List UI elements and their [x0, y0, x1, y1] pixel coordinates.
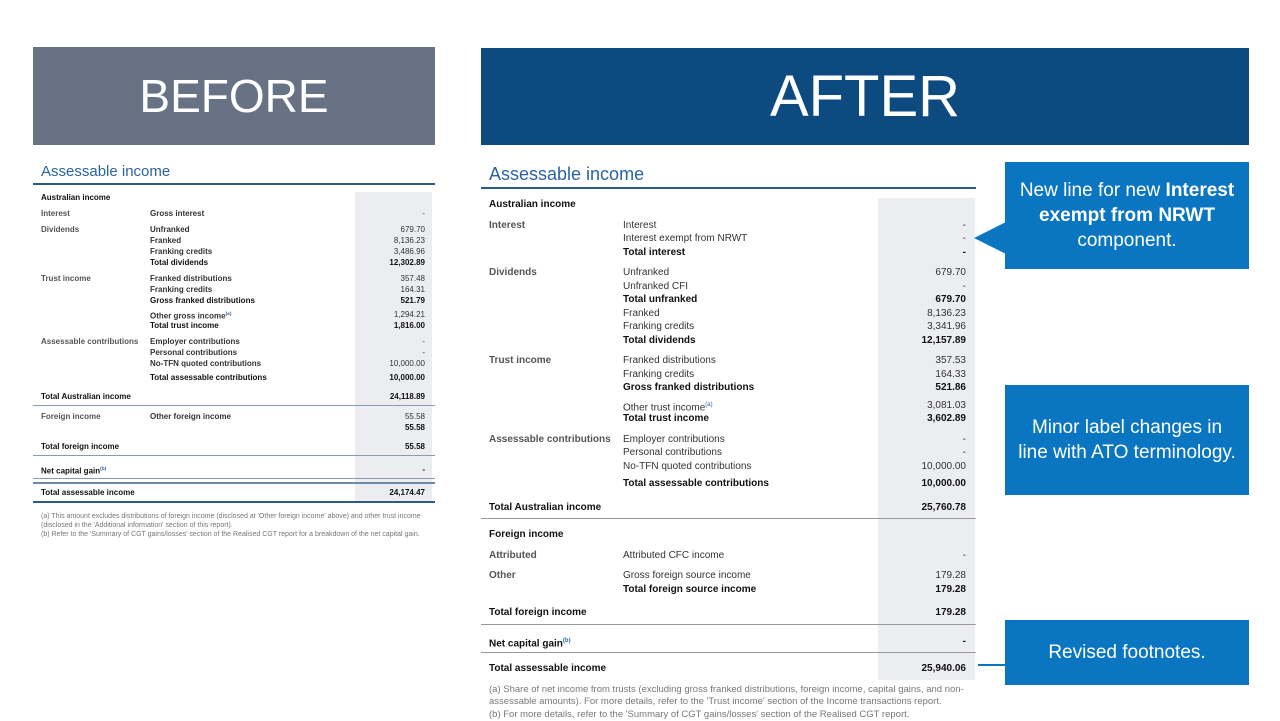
table-row — [481, 354, 976, 368]
callout-label-changes — [1005, 385, 1249, 495]
item-label-text: Other trust income — [623, 402, 705, 413]
footnote-ref: (b) — [100, 467, 106, 472]
row-value: 55.58 — [405, 441, 425, 452]
income-group — [481, 219, 976, 260]
table-row — [33, 347, 435, 358]
item-label-text: No-TFN quoted contributions — [623, 461, 751, 472]
item-label-text: Employer contributions — [623, 434, 725, 445]
row-label-text: Total foreign income — [489, 607, 587, 618]
row-block — [481, 433, 976, 474]
row-label-text: Total foreign income — [41, 442, 119, 451]
row-block — [33, 411, 435, 433]
item-value: 8,136.23 — [927, 307, 966, 321]
group-label: Interest — [489, 219, 525, 233]
callout-pointer-line — [978, 664, 1005, 666]
row-block — [481, 219, 976, 260]
item-label — [623, 583, 756, 597]
row-label — [489, 606, 587, 620]
item-label — [623, 549, 724, 563]
item-value: 12,157.89 — [922, 334, 967, 348]
item-label — [150, 208, 204, 219]
item-value: 3,341.96 — [927, 320, 966, 334]
table-row — [481, 266, 976, 280]
row-block — [33, 336, 435, 369]
group-label: Interest — [41, 208, 70, 219]
item-value: 164.31 — [401, 284, 425, 295]
row-block — [481, 354, 976, 395]
item-label-text: Franked distributions — [150, 274, 232, 283]
footnote: (a) This amount excludes distributions of foreign income (disclosed at 'Other foreign income' above) and other trust income (disclosed in the 'Additional information' section of this report). — [41, 512, 435, 530]
table-row — [481, 320, 976, 334]
row-value: - — [422, 464, 425, 475]
income-group — [481, 528, 976, 542]
item-value: 521.79 — [401, 295, 425, 306]
row-label-text: Total Australian income — [41, 392, 131, 401]
table-row — [481, 381, 976, 395]
item-label — [623, 477, 769, 491]
after-footnotes — [481, 684, 976, 721]
item-label — [150, 336, 240, 347]
table-row — [481, 606, 976, 620]
table-row — [481, 412, 976, 426]
item-label — [150, 411, 231, 422]
item-value: 679.70 — [401, 224, 425, 235]
table-row — [33, 487, 435, 498]
item-value: 8,136.23 — [394, 235, 425, 246]
table-row — [481, 583, 976, 597]
income-group — [33, 336, 435, 383]
group-label: Assessable contributions — [41, 336, 138, 347]
row-block — [481, 399, 976, 426]
group-label: Attributed — [489, 549, 537, 563]
total-row — [481, 498, 976, 520]
item-label-text: Franked — [623, 308, 660, 319]
footnote-ref: (a) — [226, 312, 232, 317]
footnote: (b) Refer to the 'Summary of CGT gains/losses' section of the Realised CGT report for a breakdown of the net capital gain. — [41, 530, 435, 539]
total-row — [33, 482, 435, 503]
row-block — [481, 477, 976, 491]
item-label — [623, 266, 669, 280]
after-section-title: Assessable income — [481, 160, 976, 189]
item-label-text: Total foreign source income — [623, 584, 756, 595]
row-label-text: Foreign income — [489, 529, 563, 540]
item-label-text: Total dividends — [623, 335, 696, 346]
group-label: Foreign income — [41, 411, 101, 422]
item-value: 3,602.89 — [927, 412, 966, 426]
table-row — [481, 477, 976, 491]
callout-text: component. — [1077, 230, 1176, 251]
item-label — [623, 446, 722, 460]
item-label-text: Franking credits — [623, 321, 694, 332]
callout-text: Revised footnotes. — [1048, 640, 1205, 665]
income-group — [481, 266, 976, 347]
income-group — [33, 224, 435, 268]
item-value: 1,816.00 — [394, 320, 425, 331]
table-row — [481, 368, 976, 382]
item-label-text: Gross franked distributions — [150, 296, 255, 305]
row-value: 24,174.47 — [389, 487, 425, 498]
item-label-text: Personal contributions — [623, 447, 722, 458]
table-row — [33, 320, 435, 331]
callout-arrow-icon — [974, 222, 1006, 254]
row-block — [33, 372, 435, 383]
income-group — [481, 354, 976, 426]
item-label — [623, 246, 685, 260]
table-row — [481, 232, 976, 246]
row-label — [41, 441, 119, 452]
row-label-text: Australian income — [489, 199, 576, 210]
row-label-text: Total Australian income — [489, 502, 601, 513]
item-label-text: Franked distributions — [623, 355, 716, 366]
income-group — [33, 192, 435, 203]
item-label — [623, 460, 751, 474]
item-label-text: Unfranked — [623, 267, 669, 278]
table-row — [33, 391, 435, 402]
table-row — [33, 422, 435, 433]
item-value: 179.28 — [935, 569, 966, 583]
group-label: Trust income — [489, 354, 551, 368]
item-label-text: Total trust income — [623, 413, 709, 424]
item-value: - — [963, 549, 966, 563]
before-income-table — [33, 192, 435, 503]
income-group — [481, 549, 976, 563]
item-label-text: Total interest — [623, 247, 685, 258]
after-banner: AFTER — [481, 48, 1249, 145]
table-row — [33, 246, 435, 257]
item-label — [150, 273, 232, 284]
table-row — [33, 284, 435, 295]
row-label — [41, 391, 131, 402]
row-value: 25,940.06 — [922, 662, 967, 676]
row-block — [481, 569, 976, 596]
item-label-text: Total assessable contributions — [623, 478, 769, 489]
table-row — [33, 295, 435, 306]
table-row — [33, 273, 435, 284]
item-label — [150, 224, 190, 235]
item-label-text: Gross interest — [150, 209, 204, 218]
row-block — [481, 266, 976, 347]
item-label-text: Employer contributions — [150, 337, 240, 346]
group-label: Other — [489, 569, 516, 583]
item-label-text: Unfranked CFI — [623, 281, 688, 292]
item-label — [150, 320, 219, 331]
item-value: 179.28 — [935, 583, 966, 597]
item-value: 357.53 — [935, 354, 966, 368]
income-group — [33, 273, 435, 331]
item-label-text: Gross foreign source income — [623, 570, 751, 581]
row-label-text: Net capital gain — [41, 467, 100, 476]
row-label — [489, 662, 606, 676]
item-value: 10,000.00 — [922, 460, 967, 474]
table-row — [481, 569, 976, 583]
row-value: - — [963, 635, 966, 649]
footnote: (b) For more details, refer to the 'Summary of CGT gains/losses' section of the Realised CGT report. — [489, 709, 976, 721]
item-value: 10,000.00 — [922, 477, 967, 491]
row-block — [33, 208, 435, 219]
income-group — [481, 433, 976, 491]
item-label — [623, 307, 660, 321]
item-label — [623, 280, 688, 294]
item-label — [150, 358, 261, 369]
item-value: 357.48 — [401, 273, 425, 284]
item-value: - — [422, 347, 425, 358]
item-label — [623, 232, 747, 246]
item-value: - — [963, 219, 966, 233]
item-label — [623, 381, 754, 395]
group-label: Dividends — [489, 266, 537, 280]
item-label-text: Franked — [150, 236, 181, 245]
table-row — [481, 460, 976, 474]
row-block — [33, 224, 435, 268]
before-section-title: Assessable income — [33, 160, 435, 185]
item-label — [150, 246, 212, 257]
item-label-text: Franking credits — [150, 247, 212, 256]
table-row — [481, 501, 976, 515]
item-label — [150, 257, 208, 268]
table-row — [33, 358, 435, 369]
footnote-ref: (b) — [563, 638, 571, 644]
item-value: 10,000.00 — [389, 358, 425, 369]
total-row — [33, 461, 435, 479]
item-value: 164.33 — [935, 368, 966, 382]
row-label — [489, 528, 563, 542]
item-label — [623, 334, 696, 348]
item-value: 3,081.03 — [927, 399, 966, 413]
table-row — [33, 336, 435, 347]
before-report-panel — [33, 160, 435, 539]
after-report-panel — [481, 160, 976, 721]
item-label-text: Attributed CFC income — [623, 550, 724, 561]
callout-footnotes — [1005, 620, 1249, 685]
item-value: - — [422, 336, 425, 347]
item-value: - — [963, 246, 966, 260]
table-row — [33, 235, 435, 246]
item-label — [150, 372, 267, 383]
before-footnotes — [33, 512, 435, 539]
table-row — [481, 198, 976, 212]
group-label: Dividends — [41, 224, 79, 235]
item-value: - — [963, 280, 966, 294]
table-row — [33, 224, 435, 235]
row-value: 25,760.78 — [922, 501, 967, 515]
item-value: - — [963, 433, 966, 447]
callout-text: Minor label changes in line with ATO terminology. — [1017, 415, 1237, 465]
item-label — [623, 219, 656, 233]
item-label-text: Franking credits — [623, 369, 694, 380]
row-value: 24,118.89 — [390, 391, 425, 402]
callout-new-line — [1005, 162, 1249, 269]
table-row — [481, 433, 976, 447]
table-row — [481, 219, 976, 233]
row-value: 179.28 — [935, 606, 966, 620]
group-label: Assessable contributions — [489, 433, 611, 447]
income-group — [33, 208, 435, 219]
row-label-text: Total assessable income — [41, 488, 135, 497]
footnote-ref: (a) — [705, 402, 712, 408]
item-label — [150, 235, 181, 246]
table-row — [481, 246, 976, 260]
item-value: 3,486.96 — [394, 246, 425, 257]
item-label — [150, 295, 255, 306]
table-row — [481, 334, 976, 348]
item-label-text: Unfranked — [150, 225, 190, 234]
item-label-text: No-TFN quoted contributions — [150, 359, 261, 368]
item-label — [623, 320, 694, 334]
item-label-text: Total dividends — [150, 258, 208, 267]
row-label-text: Australian income — [41, 193, 110, 202]
table-row — [33, 441, 435, 452]
item-label-text: Total unfranked — [623, 294, 697, 305]
table-row — [481, 307, 976, 321]
total-row — [481, 659, 976, 680]
row-label — [489, 635, 571, 651]
item-label-text: Other gross income — [150, 312, 226, 321]
row-block — [33, 273, 435, 306]
table-row — [481, 549, 976, 563]
table-row — [33, 309, 435, 320]
item-value: 521.86 — [935, 381, 966, 395]
total-row — [33, 388, 435, 406]
income-group — [481, 569, 976, 596]
item-value: 55.58 — [405, 411, 425, 422]
row-label — [41, 192, 110, 203]
income-group — [33, 411, 435, 433]
item-value: 10,000.00 — [389, 372, 425, 383]
item-label-text: Franking credits — [150, 285, 212, 294]
item-label-text: Interest exempt from NRWT — [623, 233, 747, 244]
row-label — [41, 464, 106, 477]
group-label: Trust income — [41, 273, 91, 284]
table-row — [33, 411, 435, 422]
table-row — [481, 399, 976, 413]
item-value: 679.70 — [935, 266, 966, 280]
table-row — [481, 528, 976, 542]
after-income-table — [481, 198, 976, 680]
item-label-text: Total assessable contributions — [150, 373, 267, 382]
row-block — [33, 309, 435, 331]
item-label — [623, 433, 725, 447]
item-label — [150, 284, 212, 295]
callout-text: New line for new — [1020, 180, 1166, 201]
total-row — [33, 438, 435, 456]
before-banner: BEFORE — [33, 47, 435, 145]
item-value: 1,294.21 — [394, 309, 425, 320]
total-row — [481, 603, 976, 625]
total-row — [481, 632, 976, 654]
item-label — [623, 569, 751, 583]
item-value: - — [963, 446, 966, 460]
item-value: - — [422, 208, 425, 219]
item-label-text: Gross franked distributions — [623, 382, 754, 393]
row-label-text: Total assessable income — [489, 663, 606, 674]
item-label-text: Total trust income — [150, 321, 219, 330]
table-row — [481, 446, 976, 460]
row-label — [489, 501, 601, 515]
table-row — [33, 257, 435, 268]
table-row — [33, 464, 435, 475]
item-label — [623, 293, 697, 307]
item-label — [623, 368, 694, 382]
table-row — [33, 208, 435, 219]
item-label-text: Interest — [623, 220, 656, 231]
item-value: 55.58 — [405, 422, 425, 433]
table-row — [481, 635, 976, 649]
callout-bold-text: Interest exempt from NRWT — [1039, 180, 1234, 226]
row-label-text: Net capital gain — [489, 638, 563, 649]
table-row — [33, 372, 435, 383]
footnote: (a) Share of net income from trusts (excluding gross franked distributions, foreign income, capital gains, and non-assessable amounts). For more details, refer to the 'Trust income' section of the Income transactions report. — [489, 684, 976, 709]
table-row — [481, 280, 976, 294]
item-label — [623, 412, 709, 426]
income-group — [481, 198, 976, 212]
item-value: 679.70 — [935, 293, 966, 307]
table-row — [33, 192, 435, 203]
item-label — [150, 347, 237, 358]
row-label — [489, 198, 576, 212]
row-label — [41, 487, 135, 498]
row-block — [481, 549, 976, 563]
item-label — [623, 354, 716, 368]
item-value: - — [963, 232, 966, 246]
table-row — [481, 293, 976, 307]
item-value: 12,302.89 — [389, 257, 425, 268]
table-row — [481, 662, 976, 676]
item-label-text: Other foreign income — [150, 412, 231, 421]
item-label-text: Personal contributions — [150, 348, 237, 357]
